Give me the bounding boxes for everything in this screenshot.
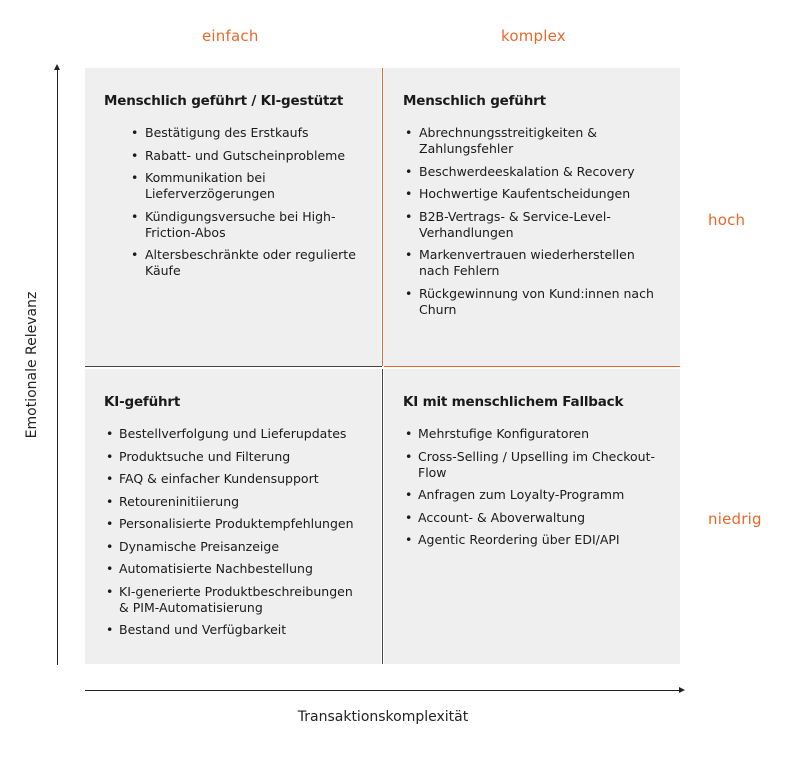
list-item: • Mehrstufige Konfiguratoren (403, 426, 662, 442)
quadrant-bottom-left (85, 369, 381, 664)
x-axis-arrow-icon (679, 687, 685, 693)
list-item: • Personalisierte Produktempfehlungen (104, 516, 363, 532)
quadrant-list (104, 426, 363, 638)
list-item: • Account- & Aboverwaltung (403, 510, 662, 526)
list-item: • Bestand und Verfügbarkeit (104, 622, 363, 638)
column-label-komplex: komplex (501, 27, 566, 45)
list-item: • Cross-Selling / Upselling im Checkout-Flow (403, 449, 662, 481)
list-item: • Bestellverfolgung und Lieferupdates (104, 426, 363, 442)
list-item: • Rabatt- und Gutscheinprobleme (104, 148, 363, 164)
list-item: • Retoureninitiierung (104, 494, 363, 510)
quadrant-title: Menschlich geführt / KI-gestützt (104, 93, 344, 109)
row-label-niedrig: niedrig (708, 510, 762, 528)
quadrant-bottom-right (384, 369, 680, 664)
list-item: • Kommunikation bei Lieferverzögerungen (104, 170, 363, 202)
quadrant-title: Menschlich geführt (403, 93, 546, 109)
quadrant-top-right (384, 68, 680, 366)
quadrant-divider-horizontal-left (85, 366, 382, 367)
y-axis-arrow-icon (54, 64, 60, 70)
row-label-hoch: hoch (708, 211, 746, 229)
quadrant-top-left (85, 68, 381, 366)
x-axis-line (85, 690, 681, 691)
list-item: • Dynamische Preisanzeige (104, 539, 363, 555)
list-item: • Bestätigung des Erstkaufs (104, 125, 363, 141)
list-item: • Anfragen zum Loyalty-Programm (403, 487, 662, 503)
list-item: • KI-generierte Produktbeschreibungen & PIM-Automatisierung (104, 584, 363, 616)
list-item: • Rückgewinnung von Kund:innen nach Churn (403, 286, 662, 318)
list-item: • Beschwerdeeskalation & Recovery (403, 164, 662, 180)
quadrant-divider-vertical-bottom (382, 369, 383, 664)
list-item: • Markenvertrauen wiederherstellen nach Fehlern (403, 247, 662, 279)
list-item: • FAQ & einfacher Kundensupport (104, 471, 363, 487)
quadrant-title: KI-geführt (104, 394, 181, 410)
list-item: • Agentic Reordering über EDI/API (403, 532, 662, 548)
quadrant-divider-vertical-top (382, 68, 383, 366)
quadrant-list (104, 125, 363, 279)
list-item: • Kündigungsversuche bei High-Friction-Abos (104, 209, 363, 241)
list-item: • Produktsuche und Filterung (104, 449, 363, 465)
list-item: • Altersbeschränkte oder regulierte Käufe (104, 247, 363, 279)
quadrant-divider-horizontal-right (384, 366, 680, 367)
y-axis-label: Emotionale Relevanz (24, 291, 40, 439)
y-axis-line (57, 68, 58, 665)
list-item: • B2B-Vertrags- & Service-Level-Verhandlungen (403, 209, 662, 241)
x-axis-label: Transaktionskomplexität (297, 709, 469, 725)
quadrant-list (403, 426, 662, 548)
quadrant-title: KI mit menschlichem Fallback (403, 394, 624, 410)
quadrant-list (403, 125, 662, 318)
list-item: • Automatisierte Nachbestellung (104, 561, 363, 577)
column-label-einfach: einfach (202, 27, 259, 45)
list-item: • Abrechnungsstreitigkeiten & Zahlungsfehler (403, 125, 662, 157)
list-item: • Hochwertige Kaufentscheidungen (403, 186, 662, 202)
